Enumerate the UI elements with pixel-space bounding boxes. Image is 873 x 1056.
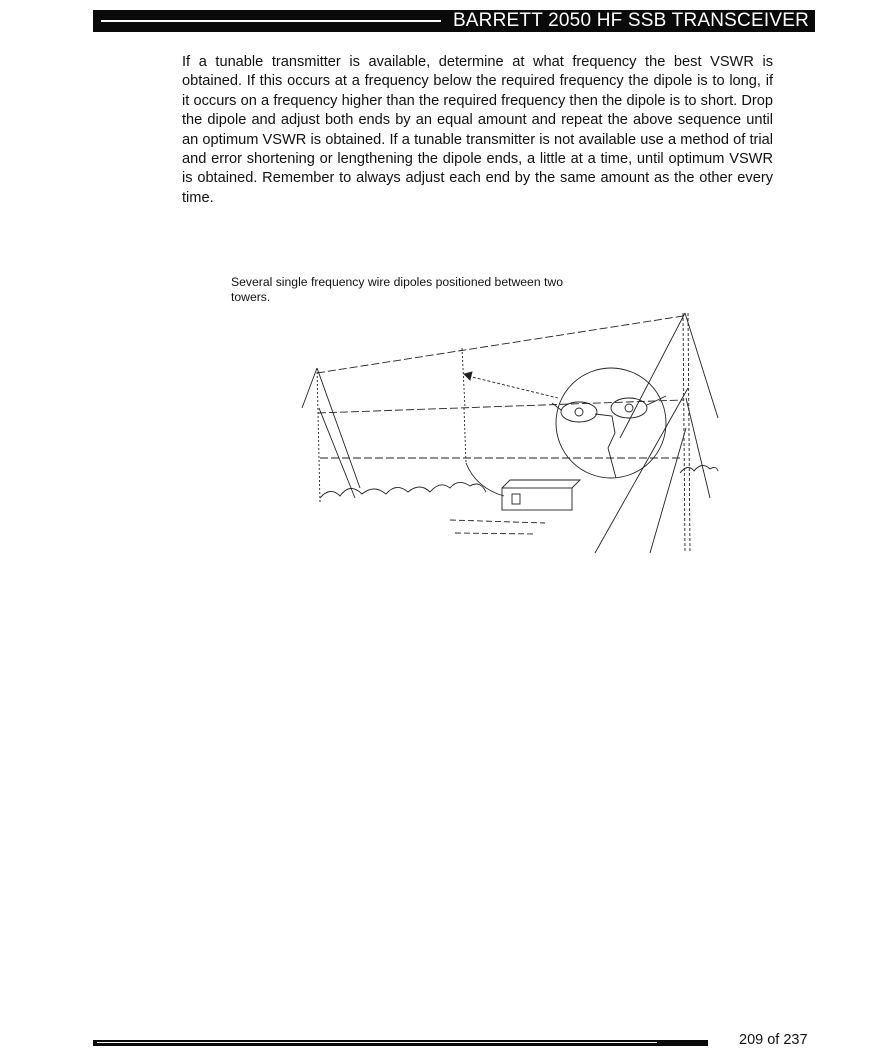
magnifier-circle: [556, 368, 666, 478]
equipment-shelter: [502, 488, 572, 510]
left-guy-wire-3: [319, 408, 355, 498]
body-paragraph: If a tunable transmitter is available, determine at what frequency the best VSWR is obtained. If this occurs at a frequency below the required frequency the dipole is to long, if it occurs on a frequency higher than the required frequency then the dipole is to short. Drop the dipole and adjust both ends by an equal amount and repeat the above sequence until an optimum VSWR is obtained. If a tunable transmitter is not available use a method of trial and error shortening or lengthening the dipole ends, a little at a time, until optimum VSWR is obtained. Remember to always adjust each end by the same amount as the other every time.: [182, 54, 773, 206]
feedline-middle: [464, 408, 466, 463]
ground-line: [450, 520, 545, 523]
pointer-arrow-icon: [464, 372, 472, 380]
right-guy-wire-2: [620, 313, 685, 438]
dipole-antenna-towers-illustration: [290, 308, 730, 558]
right-guy-wire-1: [685, 313, 718, 418]
balun: [595, 414, 615, 448]
footer-bar: [93, 1040, 708, 1046]
left-guy-wire-1: [302, 368, 317, 408]
insulator-left: [561, 402, 597, 422]
pointer-line: [468, 376, 558, 398]
page-number: 209 of 237: [739, 1032, 808, 1048]
insulator-right: [611, 398, 647, 418]
feedline-top: [462, 348, 465, 408]
foliage: [320, 482, 486, 498]
coax-drop: [608, 448, 616, 478]
left-guy-wire-2: [317, 368, 360, 488]
header-bar: [93, 10, 815, 32]
footer-rule: [97, 1042, 657, 1043]
dipole-wire-middle: [318, 400, 683, 413]
left-tower: [317, 368, 320, 503]
figure-caption: Several single frequency wire dipoles positioned between two towers.: [231, 275, 563, 304]
header-rule: [101, 20, 441, 22]
dipole-wire-top: [317, 316, 683, 373]
document-title: BARRETT 2050 HF SSB TRANSCEIVER: [452, 10, 809, 31]
